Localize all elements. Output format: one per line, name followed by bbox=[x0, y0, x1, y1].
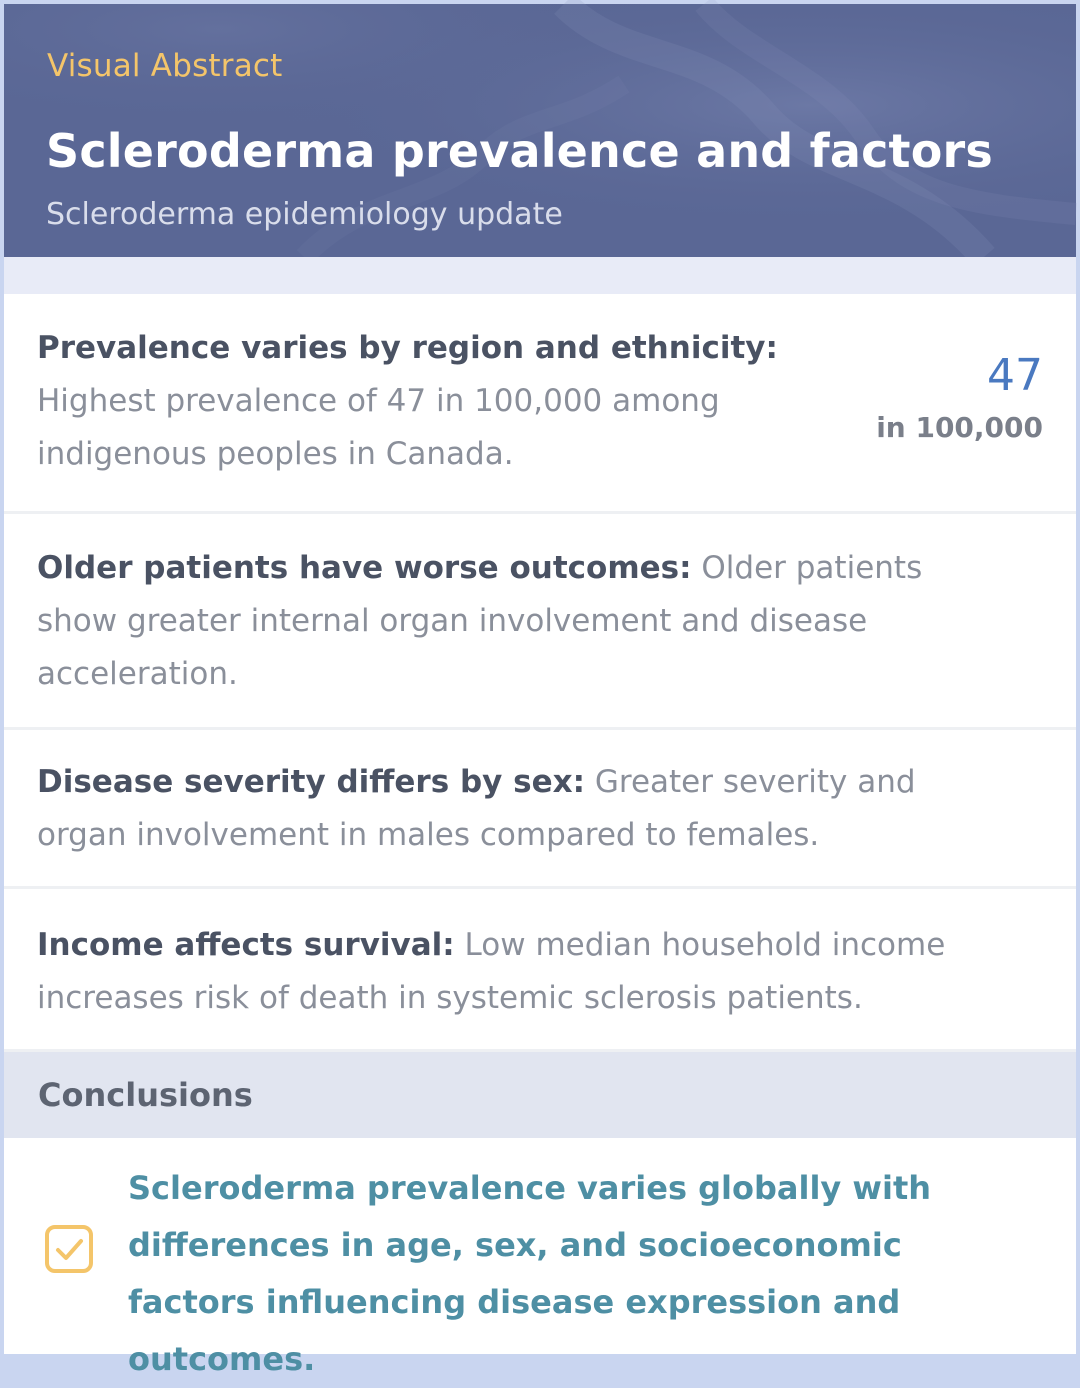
stat-value: 47 bbox=[987, 350, 1043, 401]
stat-unit: in 100,000 bbox=[876, 411, 1043, 444]
finding-heading: Older patients have worse outcomes: bbox=[37, 550, 692, 586]
prevalence-stat bbox=[876, 349, 1043, 444]
checkbox-icon bbox=[44, 1224, 94, 1274]
finding-prevalence bbox=[4, 294, 1076, 514]
conclusions-header bbox=[4, 1052, 1076, 1138]
finding-body: Low median household income increases risk of death in systemic sclerosis patients. bbox=[37, 927, 946, 1016]
finding-heading: Income affects survival: bbox=[37, 927, 455, 963]
conclusion-text: Scleroderma prevalence varies globally with differences in age, sex, and socioeconomic factors influencing disease expression and outcomes. bbox=[128, 1169, 932, 1378]
finding-text bbox=[37, 542, 997, 701]
finding-body: Highest prevalence of 47 in 100,000 among indigenous peoples in Canada. bbox=[37, 383, 720, 472]
page-title: Scleroderma prevalence and factors bbox=[46, 124, 993, 178]
finding-sex bbox=[4, 730, 1076, 889]
header-kicker: Visual Abstract bbox=[47, 48, 283, 84]
finding-body: Older patients show greater internal organ involvement and disease acceleration. bbox=[37, 550, 923, 692]
header-banner bbox=[4, 4, 1076, 257]
finding-income bbox=[4, 889, 1076, 1052]
conclusions-body bbox=[4, 1138, 1076, 1378]
section-divider bbox=[4, 257, 1076, 294]
finding-heading: Disease severity differs by sex: bbox=[37, 764, 586, 800]
visual-abstract-card bbox=[4, 4, 1076, 1378]
finding-text bbox=[37, 756, 997, 862]
finding-text bbox=[37, 919, 1027, 1025]
finding-age bbox=[4, 514, 1076, 730]
finding-heading: Prevalence varies by region and ethnicity: bbox=[37, 330, 778, 366]
conclusions-title: Conclusions bbox=[38, 1076, 253, 1114]
page-subtitle: Scleroderma epidemiology update bbox=[46, 197, 563, 232]
finding-text bbox=[37, 322, 847, 481]
finding-body: Greater severity and organ involvement in males compared to females. bbox=[37, 764, 916, 853]
